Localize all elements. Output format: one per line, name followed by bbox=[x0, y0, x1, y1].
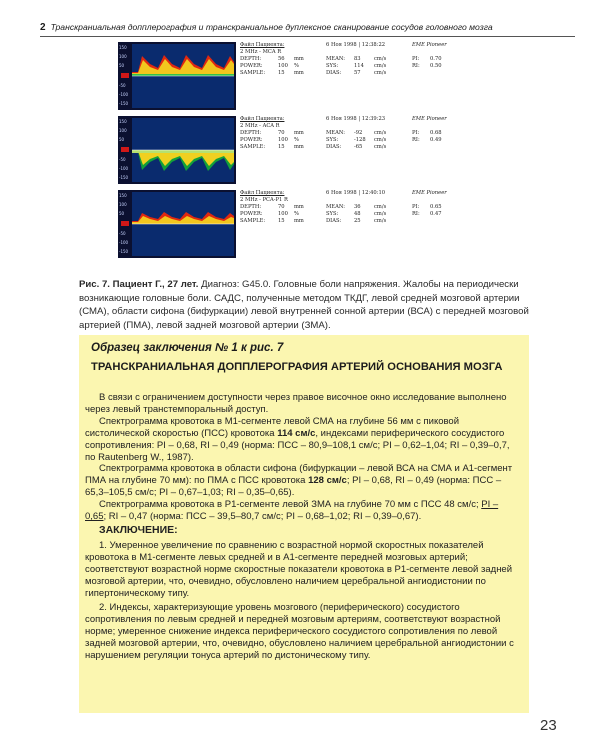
param-unit: % bbox=[294, 211, 299, 217]
chapter-number: 2 bbox=[40, 22, 46, 33]
param-value: -128 bbox=[354, 137, 366, 143]
param-value: 15 bbox=[278, 218, 285, 224]
scale-label: 100 bbox=[119, 128, 127, 133]
file-label: Файл Пациента: bbox=[240, 116, 285, 122]
page-number: 23 bbox=[540, 717, 557, 734]
param-key: PI: bbox=[412, 204, 420, 210]
box-heading: ТРАНСКРАНИАЛЬНАЯ ДОППЛЕРОГРАФИЯ АРТЕРИЙ ОСНОВАНИЯ МОЗГА bbox=[91, 361, 503, 373]
param-value: 70 bbox=[278, 130, 285, 136]
doppler-spectrogram-mca bbox=[118, 42, 236, 110]
paragraph bbox=[85, 463, 521, 499]
scale-label: -150 bbox=[119, 249, 129, 254]
device: EME Pioneer bbox=[412, 190, 447, 196]
probe: 2 MHz - PCA-P1 R bbox=[240, 197, 288, 203]
param-key: POWER: bbox=[240, 137, 263, 143]
param-key: PI: bbox=[412, 56, 420, 62]
doppler-readout-pca bbox=[240, 190, 462, 258]
caption-text: Диагноз: G45.0. Головные боли напряжения. Жалобы на периодически возникающие головные боли. САДС, полученные методом ТКДГ, левой средней мозговой артерии (СМА), области сифона (бифуркации) левой внутренней сонной артерии (ВСА) с передней мозговой артерией (ПМА), левой задней мозговой артерии (ЗМА). bbox=[79, 279, 529, 331]
param-value: 0.49 bbox=[430, 137, 442, 143]
param-value: 114 bbox=[354, 63, 364, 69]
param-value: 100 bbox=[278, 63, 288, 69]
scale-label: 100 bbox=[119, 54, 127, 59]
scale-label: 150 bbox=[119, 193, 127, 198]
paragraph bbox=[85, 499, 521, 523]
param-key: RI: bbox=[412, 137, 420, 143]
chapter-title: Транскраниальная допплерография и транскраниальное дуплексное сканирование сосудов головного мозга bbox=[50, 22, 493, 32]
param-key: SAMPLE: bbox=[240, 218, 266, 224]
param-unit: mm bbox=[294, 70, 304, 76]
datetime: 6 Ноя 1998 | 12:40:10 bbox=[326, 190, 386, 196]
param-unit: mm bbox=[294, 218, 304, 224]
text-run: , индексами периферического сосудистого сопротивления: PI – 0,68, RI – 0,49 (норма: ПСС – 80,9–108,1 см/с; PI – 0,62–1,04; RI – 0,39–0,7, по Rautenberg W., 1987). bbox=[85, 427, 510, 463]
conclusion-item: 1. Умеренное увеличение по сравнению с возрастной нормой скоростных показателей кровотока в М1-сегменте левых средней и в А1-сегменте передней мозговых артерий; соответствуют возрастной норме скоростные показатели кровотока в Р1-сегменте левой задней мозговой артерии, что, очевидно, обусловлено наличием церебральной ангиодистонии по гипертоническому типу. bbox=[85, 539, 513, 599]
scale-label: -150 bbox=[119, 175, 129, 180]
param-value: 100 bbox=[278, 211, 288, 217]
param-key: RI: bbox=[412, 211, 420, 217]
param-unit: mm bbox=[294, 204, 304, 210]
param-key: MEAN: bbox=[326, 130, 345, 136]
text-run: Спектрограмма кровотока в М1-сегменте левой СМА на глубине 56 мм с пиковой систолической скоростью (ПСС) кровотока bbox=[85, 415, 460, 439]
param-unit: % bbox=[294, 137, 299, 143]
scale-label: 50 bbox=[119, 63, 125, 68]
datetime: 6 Ноя 1998 | 12:39:23 bbox=[326, 116, 386, 122]
param-unit: % bbox=[294, 63, 299, 69]
param-key: POWER: bbox=[240, 211, 263, 217]
conclusion-item: 2. Индексы, характеризующие уровень мозгового (периферического) сосудистого сопротивления по левым средней и передней мозговым артериям, соответствуют возрастной норме; умеренное снижение индекса периферического сосудистого сопротивления по левой задней мозговой артерии, что, очевидно, обусловлено наличием церебральной ангиодистонии с нарушением регуляции тонуса артерий по дистоническому типу. bbox=[85, 602, 514, 662]
box-body bbox=[85, 392, 521, 662]
param-key: DIAS: bbox=[326, 218, 342, 224]
text-run: Спектрограмма кровотока в Р1-сегменте левой ЗМА на глубине 70 мм с ПСС 48 см/с; bbox=[99, 499, 482, 511]
scale-label: -100 bbox=[119, 166, 129, 171]
box-title: Образец заключения № 1 к рис. 7 bbox=[91, 342, 284, 354]
param-value: 0.68 bbox=[430, 130, 442, 136]
param-unit: mm bbox=[294, 144, 304, 150]
param-value: 0.50 bbox=[430, 63, 442, 69]
param-value: 57 bbox=[354, 70, 361, 76]
param-key: DEPTH: bbox=[240, 130, 262, 136]
param-key: SAMPLE: bbox=[240, 70, 266, 76]
conclusion-heading: ЗАКЛЮЧЕНИЕ: bbox=[99, 523, 178, 536]
device: EME Pioneer bbox=[412, 116, 447, 122]
scale-label: -100 bbox=[119, 240, 129, 245]
probe: 2 MHz - ACA R bbox=[240, 123, 280, 129]
param-unit: cm/s bbox=[374, 211, 387, 217]
param-value: 15 bbox=[278, 144, 285, 150]
param-key: SYS: bbox=[326, 211, 339, 217]
doppler-panel-pca bbox=[118, 190, 462, 258]
param-value: 36 bbox=[354, 204, 361, 210]
param-value: 0.70 bbox=[430, 56, 442, 62]
param-key: SYS: bbox=[326, 137, 339, 143]
param-key: SYS: bbox=[326, 63, 339, 69]
param-value: 15 bbox=[278, 70, 285, 76]
param-key: DIAS: bbox=[326, 70, 342, 76]
scale-label: -150 bbox=[119, 101, 129, 106]
param-unit: mm bbox=[294, 56, 304, 62]
figure-caption bbox=[79, 278, 529, 332]
param-key: RI: bbox=[412, 63, 420, 69]
scale-label: 50 bbox=[119, 137, 125, 142]
doppler-panel-mca bbox=[118, 42, 462, 110]
probe: 2 MHz - MCA R bbox=[240, 49, 282, 55]
text-run: ; RI – 0,47 (норма: ПСС – 39,5–80,7 см/с; PI – 0,68–1,02; RI – 0,39–0,67). bbox=[103, 511, 422, 523]
param-value: -65 bbox=[354, 144, 363, 150]
paragraph bbox=[85, 416, 521, 464]
bold-value: 128 см/с bbox=[308, 475, 347, 487]
param-key: MEAN: bbox=[326, 204, 345, 210]
scale-label: -100 bbox=[119, 92, 129, 97]
doppler-readout-aca bbox=[240, 116, 462, 184]
paragraph: В связи с ограничением доступности через правое височное окно исследование выполнено через левый транстемпоральный доступ. bbox=[85, 392, 507, 415]
param-unit: cm/s bbox=[374, 70, 387, 76]
param-unit: cm/s bbox=[374, 218, 387, 224]
scale-label: 150 bbox=[119, 45, 127, 50]
text-run: ; PI – 0,68, RI – 0,49 (норма: ПСС – 65,3–105,5 см/с; PI – 0,67–1,03; RI – 0,35–0,65). bbox=[85, 475, 502, 499]
device: EME Pioneer bbox=[412, 42, 447, 48]
param-unit: cm/s bbox=[374, 130, 387, 136]
param-key: SAMPLE: bbox=[240, 144, 266, 150]
param-value: 0.65 bbox=[430, 204, 442, 210]
param-value: 25 bbox=[354, 218, 361, 224]
text-run: Спектрограмма кровотока в области сифона (бифуркации – левой ВСА на СМА и А1-сегмент ПМА на глубине 70 мм): по ПМА с ПСС кровотока bbox=[85, 463, 513, 487]
doppler-figure bbox=[118, 42, 462, 258]
doppler-spectrogram-pca bbox=[118, 190, 236, 258]
doppler-panel-aca bbox=[118, 116, 462, 184]
param-unit: cm/s bbox=[374, 63, 387, 69]
param-value: 83 bbox=[354, 56, 361, 62]
bold-value: 114 см/с bbox=[277, 427, 316, 439]
param-key: DEPTH: bbox=[240, 56, 262, 62]
scale-label: -50 bbox=[119, 83, 126, 88]
param-unit: cm/s bbox=[374, 204, 387, 210]
underlined-value: PI – 0,65 bbox=[85, 499, 499, 523]
param-value: -92 bbox=[354, 130, 363, 136]
scale-label: 100 bbox=[119, 202, 127, 207]
header-rule bbox=[40, 36, 575, 37]
doppler-spectrogram-aca bbox=[118, 116, 236, 184]
doppler-readout-mca bbox=[240, 42, 462, 110]
param-value: 0.47 bbox=[430, 211, 442, 217]
param-value: 48 bbox=[354, 211, 361, 217]
file-label: Файл Пациента: bbox=[240, 42, 285, 48]
param-value: 56 bbox=[278, 56, 285, 62]
param-unit: cm/s bbox=[374, 56, 387, 62]
datetime: 6 Ноя 1998 | 12:38:22 bbox=[326, 42, 386, 48]
file-label: Файл Пациента: bbox=[240, 190, 285, 196]
scale-label: -50 bbox=[119, 231, 126, 236]
param-value: 70 bbox=[278, 204, 285, 210]
param-value: 100 bbox=[278, 137, 288, 143]
param-key: POWER: bbox=[240, 63, 263, 69]
running-header bbox=[40, 22, 575, 33]
param-unit: mm bbox=[294, 130, 304, 136]
param-key: MEAN: bbox=[326, 56, 345, 62]
caption-lead: Рис. 7. Пациент Г., 27 лет. bbox=[79, 279, 199, 290]
conclusion-sample-box bbox=[79, 335, 529, 713]
param-key: DIAS: bbox=[326, 144, 342, 150]
param-unit: cm/s bbox=[374, 137, 387, 143]
scale-label: 50 bbox=[119, 211, 125, 216]
param-key: DEPTH: bbox=[240, 204, 262, 210]
param-unit: cm/s bbox=[374, 144, 387, 150]
param-key: PI: bbox=[412, 130, 420, 136]
scale-label: 150 bbox=[119, 119, 127, 124]
scale-label: -50 bbox=[119, 157, 126, 162]
